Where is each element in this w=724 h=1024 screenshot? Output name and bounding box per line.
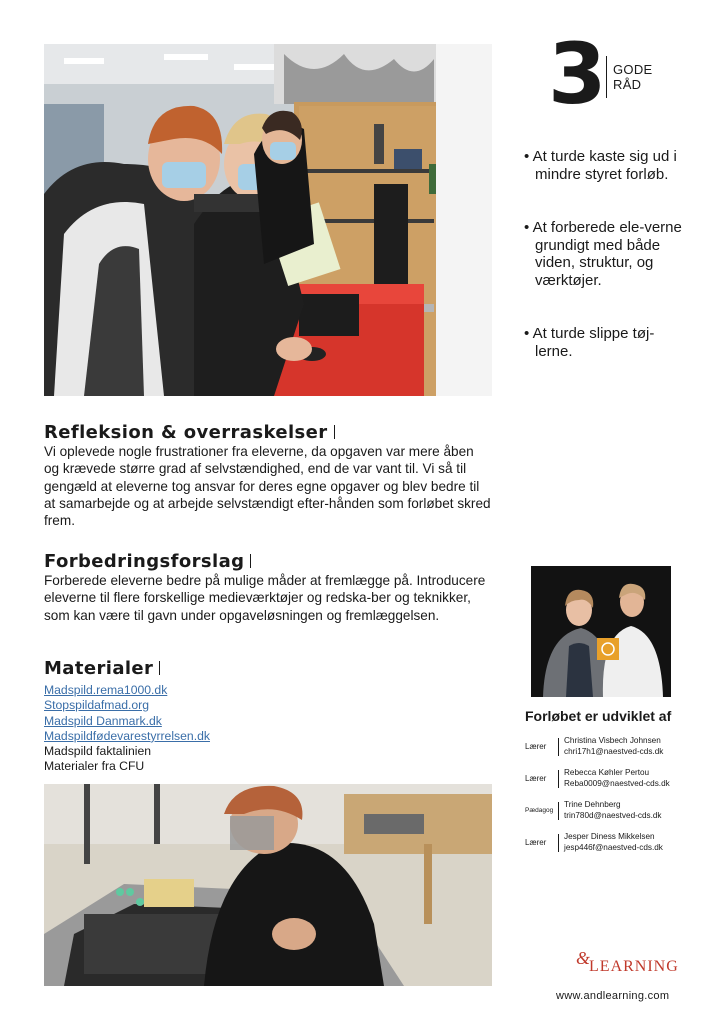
material-link[interactable]: Stopspildafmad.org — [44, 698, 150, 713]
logo-text: LEARNING — [589, 958, 679, 975]
member-info — [564, 736, 663, 757]
team-member — [525, 796, 695, 825]
material-item: Materialer fra CFU — [44, 759, 145, 774]
team-photo — [531, 566, 671, 697]
team-title: Forløbet er udviklet af — [525, 708, 672, 724]
tip-item: • At turde slippe tøj-lerne. — [524, 325, 684, 360]
member-info — [564, 832, 663, 853]
forbedring-heading — [44, 551, 251, 572]
tips-label — [613, 62, 652, 92]
member-name: Trine Dehnberg — [564, 800, 621, 809]
tips-list — [524, 148, 684, 396]
number-divider — [606, 56, 607, 98]
member-info — [564, 800, 662, 821]
classroom-photo — [44, 44, 492, 396]
forbedring-heading-text: Forbedringsforslag — [44, 551, 245, 572]
member-email: chri17h1@naestved-cds.dk — [564, 746, 664, 756]
material-item — [44, 698, 210, 713]
material-link[interactable]: Madspildfødevarestyrrelsen.dk — [44, 728, 210, 743]
material-item — [44, 683, 210, 698]
materialer-heading-text: Materialer — [44, 658, 154, 679]
member-role: Lærer — [525, 838, 547, 847]
member-name: Jesper Diness Mikkelsen — [564, 832, 655, 841]
refleksion-heading — [44, 422, 335, 443]
member-role: Lærer — [525, 742, 547, 751]
refleksion-text: Vi oplevede nogle frustrationer fra eleverne, da opgaven var mere åben og krævede større grad af selvstændighed, end de var vant til. Vi så til gengæld at eleverne tog ansvar for deres egne opgaver og blev bedre til at samarbejde og at arbejde selvstændigt efter-hånden som forløbet skred frem. — [44, 444, 491, 529]
member-divider — [558, 738, 559, 756]
workshop-photo — [44, 784, 492, 986]
forbedring-text: Forberede eleverne bedre på mulige måder at fremlægge på. Introducere eleverne til flere forskellige medieværktøjer og redska-ber og teknikker, som kan være til gavn under opgaveløsningen og fremlæggelsen. — [44, 573, 486, 623]
logo-ampersand: & — [576, 948, 592, 968]
materials-list — [44, 683, 210, 775]
tips-number: 3 — [548, 25, 605, 123]
member-name: Christina Visbech Johnsen — [564, 736, 661, 745]
tip-item: • At turde kaste sig ud i mindre styret forløb. — [524, 148, 684, 183]
heading-bar — [159, 661, 160, 675]
member-role: Lærer — [525, 774, 547, 783]
member-role: Pædagog — [525, 807, 554, 814]
tips-label-line1: GODE — [613, 62, 653, 77]
andlearning-logo — [576, 948, 679, 976]
material-item — [44, 714, 210, 729]
material-item — [44, 729, 210, 744]
material-link[interactable]: Madspild Danmark.dk — [44, 713, 162, 728]
member-email: Reba0009@naestved-cds.dk — [564, 778, 670, 788]
team-list — [525, 732, 695, 860]
member-divider — [558, 834, 559, 852]
material-item: Madspild faktalinien — [44, 744, 152, 759]
member-divider — [558, 802, 559, 820]
material-link[interactable]: Madspild.rema1000.dk — [44, 683, 168, 697]
member-email: jesp446f@naestved-cds.dk — [564, 842, 663, 852]
team-member — [525, 828, 695, 857]
refleksion-heading-text: Refleksion & overraskelser — [44, 422, 328, 443]
member-email: trin780d@naestved-cds.dk — [564, 810, 662, 820]
member-divider — [558, 770, 559, 788]
member-info — [564, 768, 670, 789]
heading-bar — [334, 425, 335, 439]
team-member — [525, 764, 695, 793]
member-name: Rebecca Køhler Pertou — [564, 768, 650, 777]
tip-item: • At forberede ele-verne grundigt med både viden, struktur, og værktøjer. — [524, 219, 684, 289]
materialer-heading — [44, 658, 160, 679]
team-member — [525, 732, 695, 761]
tips-label-line2: RÅD — [613, 77, 642, 92]
heading-bar — [250, 554, 251, 568]
website-url: www.andlearning.com — [556, 990, 670, 1002]
